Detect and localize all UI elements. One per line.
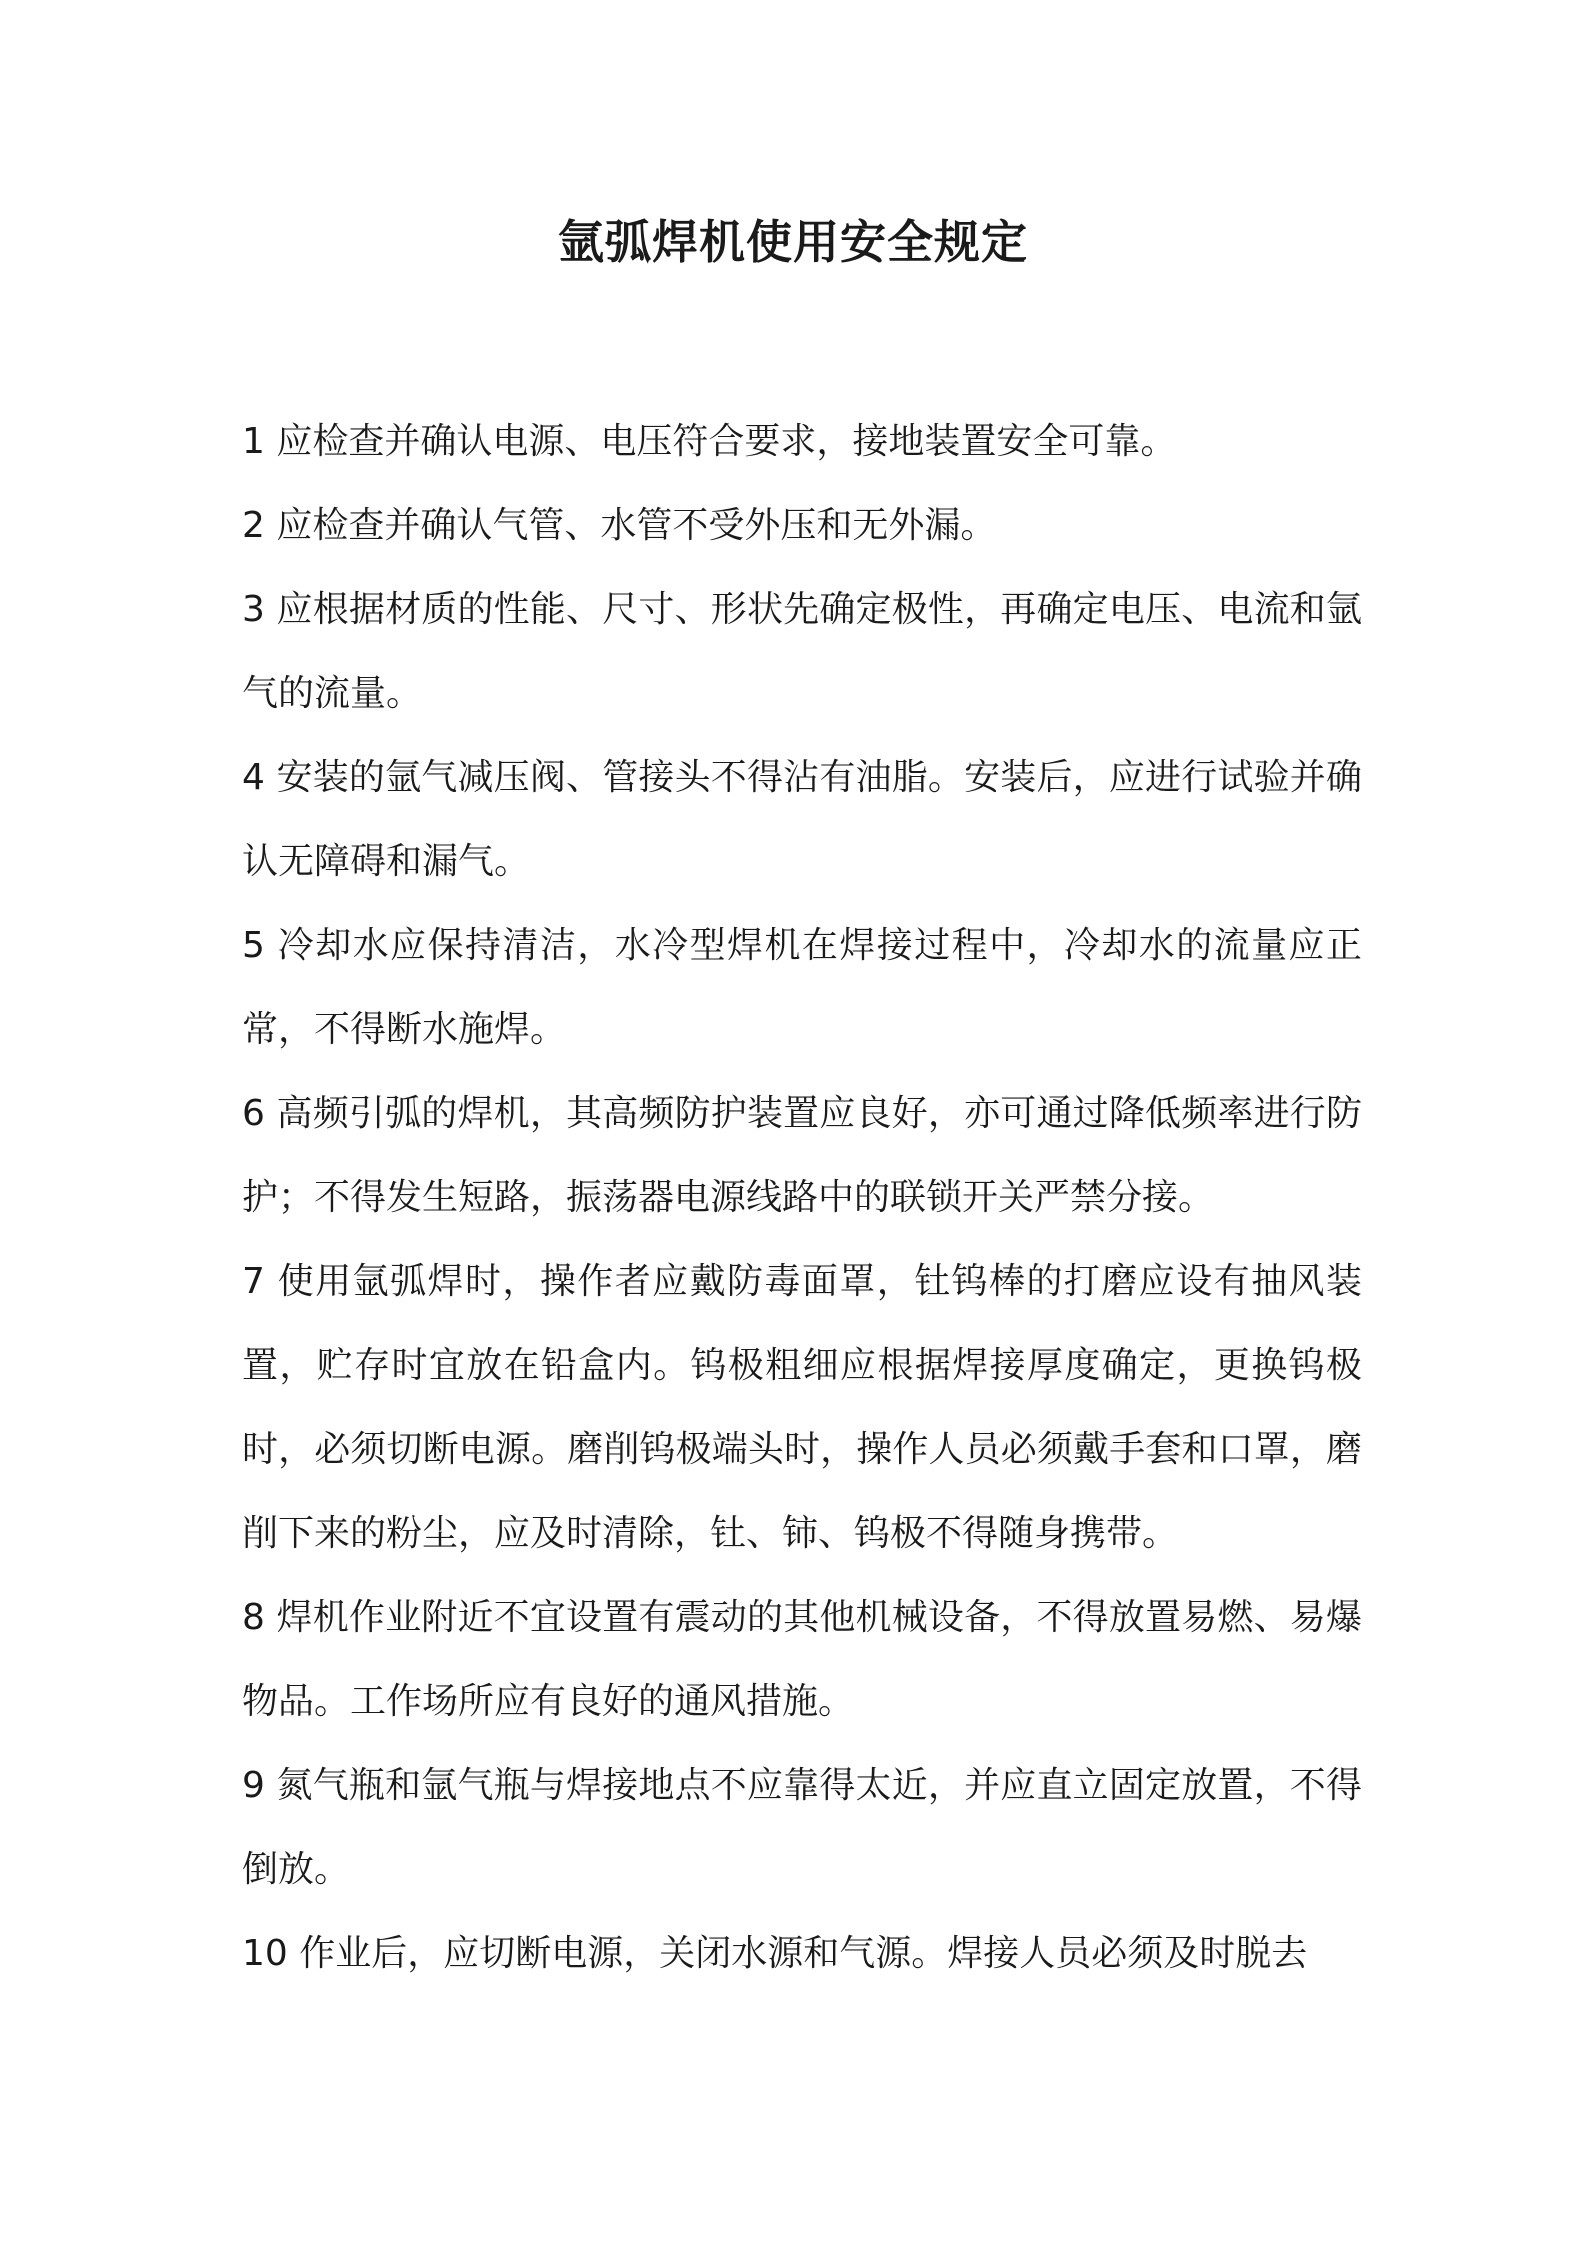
paragraph-10: 10 作业后，应切断电源，关闭水源和气源。焊接人员必须及时脱去: [242, 1933, 1308, 1974]
paragraph-8: 8 焊机作业附近不宜设置有震动的其他机械设备，不得放置易燃、易爆物品。工作场所应有良好的通风措施。: [242, 1597, 1362, 1722]
paragraph-1: 1 应检查并确认电源、电压符合要求，接地装置安全可靠。: [242, 421, 1177, 462]
paragraph-9: 9 氮气瓶和氩气瓶与焊接地点不应靠得太近，并应直立固定放置，不得倒放。: [242, 1765, 1362, 1890]
paragraph-3: 3 应根据材质的性能、尺寸、形状先确定极性，再确定电压、电流和氩气的流量。: [242, 589, 1362, 714]
document-title: 氩弧焊机使用安全规定: [558, 215, 1028, 269]
document-body: [242, 400, 1362, 1996]
paragraph-4: 4 安装的氩气减压阀、管接头不得沾有油脂。安装后，应进行试验并确认无障碍和漏气。: [242, 757, 1362, 882]
paragraph-6: 6 高频引弧的焊机，其高频防护装置应良好，亦可通过降低频率进行防护；不得发生短路，振荡器电源线路中的联锁开关严禁分接。: [242, 1093, 1362, 1218]
paragraph-7: 7 使用氩弧焊时，操作者应戴防毒面罩，钍钨棒的打磨应设有抽风装置，贮存时宜放在铅盒内。钨极粗细应根据焊接厚度确定，更换钨极时，必须切断电源。磨削钨极端头时，操作人员必须戴手套和口罩，磨削下来的粉尘，应及时清除，钍、铈、钨极不得随身携带。: [242, 1261, 1362, 1554]
paragraph-5: 5 冷却水应保持清洁，水冷型焊机在焊接过程中，冷却水的流量应正常，不得断水施焊。: [242, 925, 1362, 1050]
paragraph-2: 2 应检查并确认气管、水管不受外压和无外漏。: [242, 505, 997, 546]
